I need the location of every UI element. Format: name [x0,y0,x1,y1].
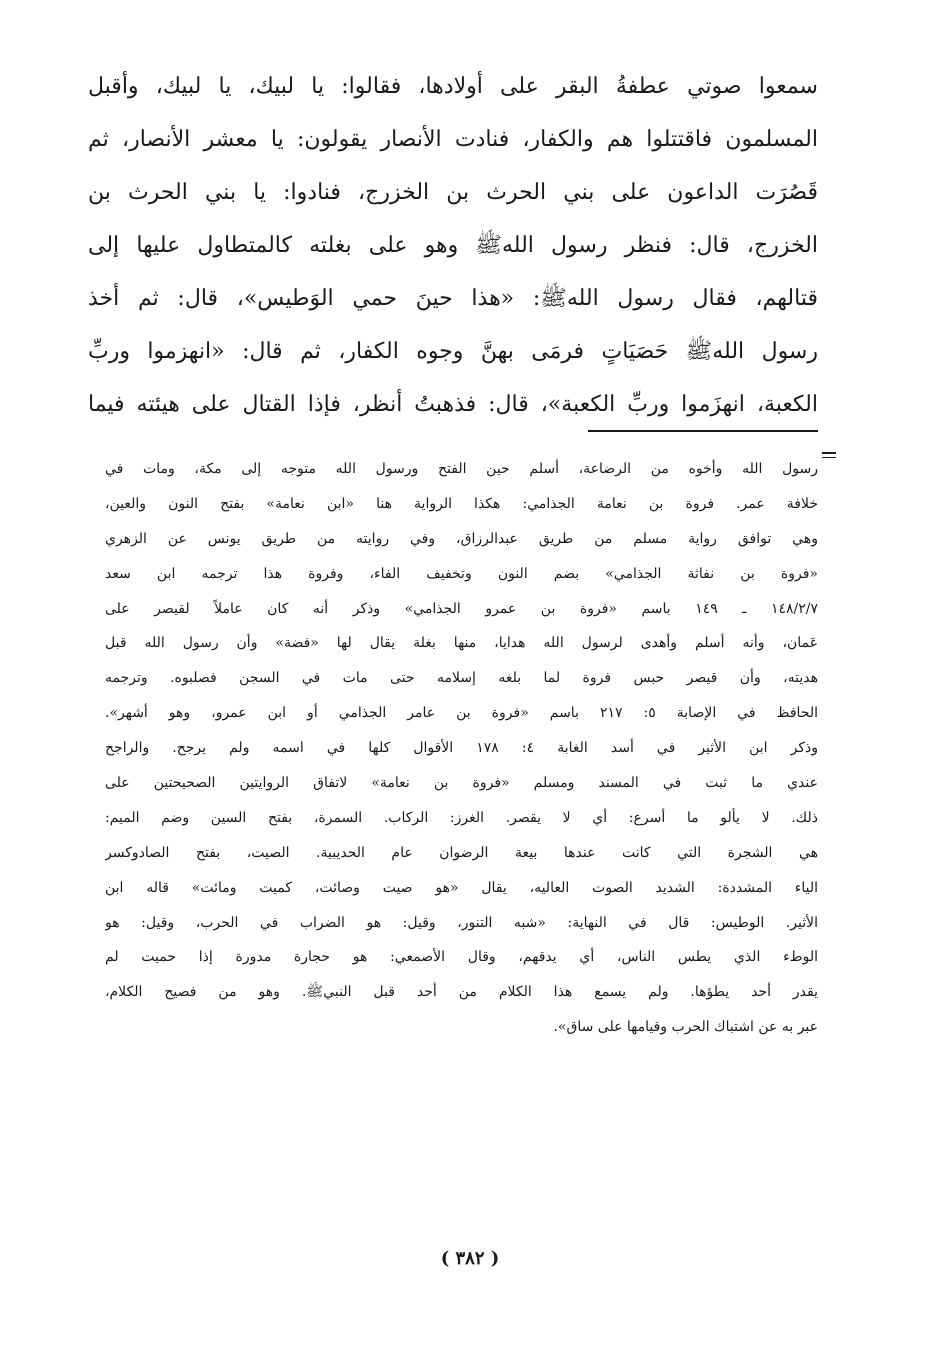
footnote-separator-rule [588,430,818,432]
footnote-line: الأثير. الوطيس: قال في النهاية: «شبه التنور، وقيل: هو الضراب في الحرب، وقيل: هو [105,914,818,931]
main-text-line: قَصُرَت الداعون على بني الحرث بن الخزرج، فنادوا: يا بني الحرث بن [88,180,818,205]
main-text-line: رسول اللهﷺ حَصَيَاتٍ فرمَى بهنَّ وجوه الكفار، ثم قال: «انهزموا وربِّ [88,339,818,364]
footnote-line: ١٤٨/٢/٧ ـ ١٤٩ باسم «فروة بن عمرو الجذامي» وذكر أنه كان عاملاً لقيصر على [105,600,818,617]
footnote-line: عندي ما ثبت في المسند ومسلم «فروة بن نعامة» لاتفاق الروايتين الصحيحتين على [105,775,818,792]
footnote-line: وهي توافق رواية مسلم من طريق عبدالرزاق، وفي روايته من طريق يونس عن الزهري [105,530,818,547]
main-text-block [88,60,818,431]
page-number: ( ٣٨٢ ) [440,1248,500,1269]
footnote-line: الياء المشددة: الشديد الصوت العاليه، يقال «هو صيت وصائت، كميت ومائت» قاله ابن [105,879,818,896]
footnote-line: وذكر ابن الأثير في أسد الغابة ٤: ١٧٨ الأقوال كلها في اسمه ولم يرجح. والراجح [105,740,818,757]
main-text-line: المسلمون فاقتتلوا هم والكفار، فنادت الأنصار يقولون: يا معشر الأنصار، ثم [88,127,818,152]
footnote-line: يقدر أحد يطؤها. ولم يسمع هذا الكلام من أحد قبل النبيﷺ. وهو من فصيح الكلام، [105,984,818,1001]
footnote-line: «فروة بن نفاثة الجذامي» بضم النون وتخفيف الفاء، وفروة هذا ترجمه ابن سعد [105,565,818,582]
footnote-line: رسول الله وأخوه من الرضاعة، أسلم حين الفتح ورسول الله متوجه إلى مكة، ومات في [105,461,818,477]
main-text-line: قتالهم، فقال رسول اللهﷺ: «هذا حينَ حمي الوَطيس»، قال: ثم أخذ [88,286,818,311]
footnote-line: هي الشجرة التي كانت عندها بيعة الرضوان عام الحديبية. الصيت، بفتح الصادوكسر [105,844,818,861]
main-text-line: الكعبة، انهزَموا وربِّ الكعبة»، قال: فذهبتُ أنظر، فإذا القتال على هيئته فيما [88,392,818,417]
footnote-line: عَمان، وأنه أسلم وأهدى لرسول الله هدايا، منها بغلة يقال لها «فضة» وأن رسول الله قبل [105,635,818,652]
main-text-line: سمعوا صوتي عطفةُ البقر على أولادها، فقالوا: يا لبيك، يا لبيك، وأقبل [88,74,818,99]
footnote-block [105,452,818,1045]
footnote-line: عبر به عن اشتباك الحرب وقيامها على ساق». [553,1019,818,1036]
main-text-line: الخزرج، قال: فنظر رسول اللهﷺ وهو على بغلته كالمتطاول عليها إلى [88,233,818,258]
footnote-line: الوطء الذي يطس الناس، أي يدقهم، وقال الأصمعي: هو حجارة مدورة إذا حميت لم [105,949,818,966]
footnote-line: ذلك. لا يألو ما أسرع: أي لا يقصر. الغرز: الركاب. السمرة، بفتح السين وضم الميم: [105,809,818,826]
footnote-line: هديته، وأن قيصر حبس فروة لما بلغه إسلامه حتى مات في السجن فصلبوه. وترجمه [105,670,818,687]
footnote-continuation-mark [822,452,836,460]
footnote-line: الحافظ في الإصابة ٥: ٢١٧ باسم «فروة بن عامر الجذامي أو ابن عمرو، وهو أشهر». [105,705,818,722]
footnote-line: خلافة عمر. فروة بن نعامة الجذامي: هكذا الرواية هنا «ابن نعامة» بفتح النون والعين، [105,495,818,512]
